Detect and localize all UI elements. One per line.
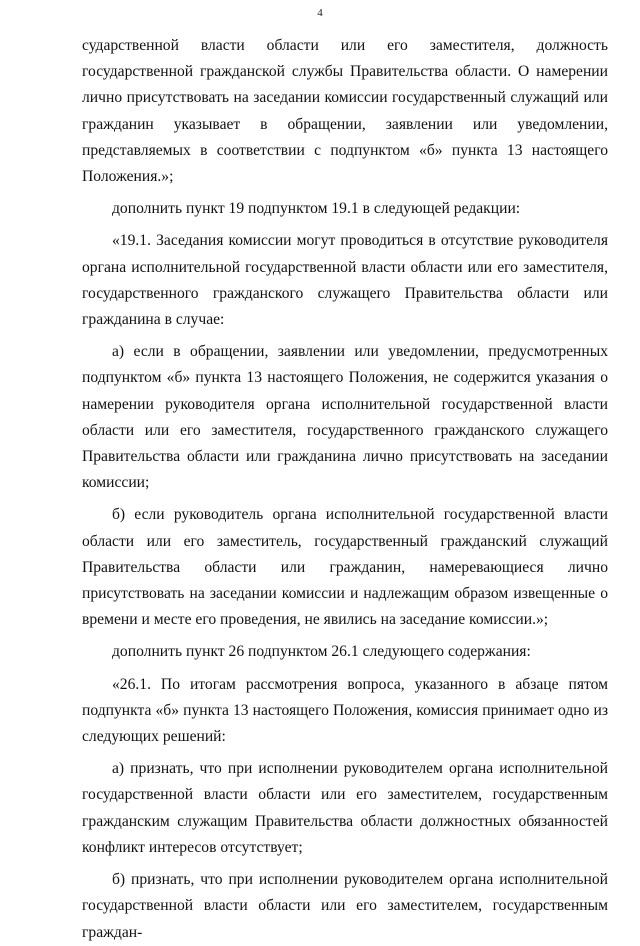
paragraph-continuation: сударственной власти области или его заместителя, должность государственной гражданской службы Правительства области. О намерении лично присутствовать на заседании комиссии государственный служащий или гражданин указывает в обращении, заявлении или уведомлении, представляемых в соответствии с подпунктом «б» пункта 13 настоящего Положения.»; (82, 37, 608, 186)
paragraph-19-1-a: а) если в обращении, заявлении или уведомлении, предусмотренных подпунктом «б» пункта 13 настоящего Положения, не содержится указания о намерении руководителя органа исполнительной государственной власти области или его заместителя, государственного гражданского служащего Правительства области или гражданина лично присутствовать на заседании комиссии; (82, 343, 608, 492)
page-number: 4 (317, 7, 323, 19)
paragraph-26-1-a: а) признать, что при исполнении руководителем органа исполнительной государственной власти области или его заместителем, государственным гражданским служащим Правительства области должностных обязанностей конфликт интересов отсутствует; (82, 760, 608, 856)
paragraph-amend-26: дополнить пункт 26 подпунктом 26.1 следующего содержания: (112, 643, 531, 661)
paragraph-26-1-b: б) признать, что при исполнении руководителем органа исполнительной государственной власти области или его заместителем, государственным граждан- (82, 871, 608, 941)
paragraph-amend-19: дополнить пункт 19 подпунктом 19.1 в следующей редакции: (112, 200, 521, 218)
paragraph-19-1: «19.1. Заседания комиссии могут проводиться в отсутствие руководителя органа исполнительной государственной власти области или его заместителя, государственного гражданского служащего Правительства области или гражданина в случае: (82, 232, 608, 329)
document-body (82, 33, 608, 946)
paragraph-26-1: «26.1. По итогам рассмотрения вопроса, указанного в абзаце пятом подпункта «б» пункта 13 настоящего Положения, комиссия принимает одно из следующих решений: (82, 675, 608, 746)
paragraph-19-1-b: б) если руководитель органа исполнительной государственной власти области или его заместитель, государственный гражданский служащий Правительства области или гражданин, намеревающиеся лично присутствовать на заседании комиссии и надлежащим образом извещенные о времени и месте его проведения, не явились на заседание комиссии.»; (82, 506, 608, 629)
